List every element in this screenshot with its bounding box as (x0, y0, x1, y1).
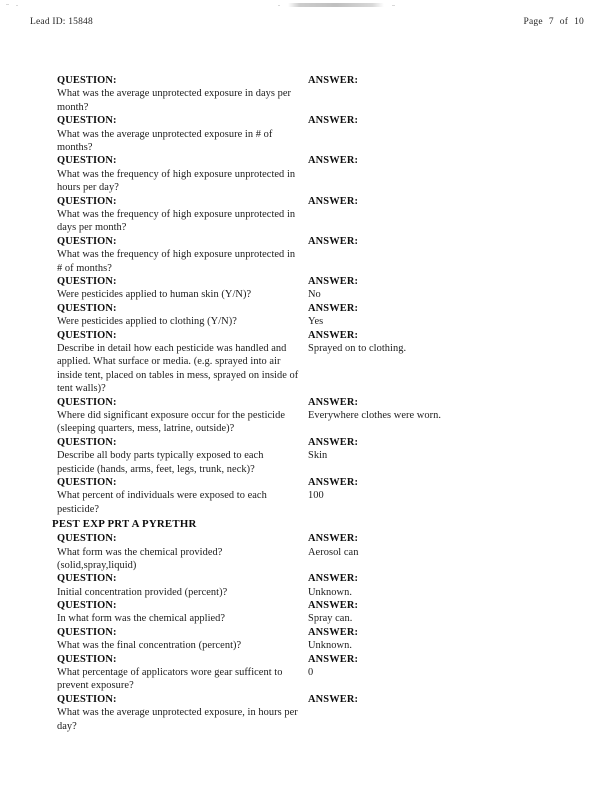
page-number-current: 7 (548, 17, 554, 27)
answer-label: ANSWER: (308, 626, 359, 638)
question-cell (57, 329, 300, 396)
question-label: QUESTION: (57, 275, 117, 287)
answer-text: Everywhere clothes were worn. (308, 409, 442, 421)
answer-text: Unknown. (308, 640, 352, 652)
answer-label: ANSWER: (308, 533, 359, 545)
answer-label: ANSWER: (308, 329, 359, 341)
answer-text: Sprayed on to clothing. (308, 342, 407, 354)
answer-cell (308, 653, 558, 680)
question-cell (57, 74, 300, 114)
answer-label: ANSWER: (308, 275, 359, 287)
question-label: QUESTION: (57, 75, 117, 86)
qa-row (0, 653, 612, 693)
qa-row (0, 114, 612, 154)
answer-text: Yes (308, 316, 324, 328)
qa-section (0, 516, 612, 733)
answer-text: 0 (308, 667, 314, 679)
answer-label: ANSWER: (308, 75, 359, 86)
question-cell (57, 114, 300, 154)
question-text: Describe all body parts typically exposed to each pesticide (hands, arms, feet, legs, trunk, neck)? (57, 450, 264, 475)
question-text: Were pesticides applied to clothing (Y/N)? (57, 316, 237, 328)
question-text: What was the frequency of high exposure unprotected in # of months? (57, 249, 296, 274)
question-text: What percentage of applicators wore gear sufficent to prevent exposure? (57, 667, 283, 692)
question-label: QUESTION: (57, 396, 117, 408)
question-label: QUESTION: (57, 653, 117, 665)
question-text: What was the frequency of high exposure unprotected in hours per day? (57, 168, 296, 194)
question-label: QUESTION: (57, 235, 117, 247)
page-running-head (0, 17, 612, 31)
answer-cell (308, 302, 558, 329)
question-label: QUESTION: (57, 329, 117, 341)
answer-label: ANSWER: (308, 653, 359, 665)
question-text: Where did significant exposure occur for the pesticide (sleeping quarters, mess, latrine, outside)? (57, 409, 286, 435)
answer-label: ANSWER: (308, 600, 359, 612)
scan-speck (392, 5, 395, 6)
answer-label: ANSWER: (308, 195, 359, 207)
scan-artifact-bar (288, 3, 384, 7)
answer-cell (308, 599, 558, 626)
answer-cell (308, 396, 558, 423)
qa-row (0, 396, 612, 436)
answer-cell (308, 572, 558, 599)
question-cell (57, 476, 300, 516)
lead-id-value: 15848 (68, 17, 93, 27)
question-text: What was the average unprotected exposure, in hours per day? (57, 707, 298, 732)
question-label: QUESTION: (57, 436, 117, 448)
question-text: In what form was the chemical applied? (57, 613, 226, 625)
answer-label: ANSWER: (308, 396, 359, 408)
answer-text: Spray can. (308, 613, 353, 625)
answer-cell (308, 275, 558, 302)
answer-label: ANSWER: (308, 235, 359, 247)
qa-row (0, 195, 612, 235)
question-label: QUESTION: (57, 115, 117, 127)
scan-speck (278, 5, 280, 6)
question-cell (57, 275, 300, 302)
page-number-word: Page (523, 17, 543, 27)
section-heading: PEST EXP PRT A PYRETHR (52, 518, 197, 531)
answer-cell (308, 693, 558, 706)
answer-text: Skin (308, 450, 328, 462)
answer-cell (308, 329, 558, 356)
page-number (524, 17, 584, 27)
question-label: QUESTION: (57, 195, 117, 207)
question-cell (57, 599, 300, 626)
question-label: QUESTION: (57, 600, 117, 612)
answer-label: ANSWER: (308, 573, 359, 585)
question-text: What was the average unprotected exposure in # of months? (57, 128, 273, 153)
qa-document-body (0, 74, 612, 733)
answer-text: 100 (308, 490, 324, 502)
qa-row (0, 74, 612, 114)
qa-row (0, 275, 612, 302)
answer-label: ANSWER: (308, 115, 359, 127)
question-text: Initial concentration provided (percent)? (57, 586, 228, 598)
question-cell (57, 436, 300, 476)
question-cell (57, 626, 300, 653)
question-cell (57, 572, 300, 599)
page-number-of: of (559, 17, 569, 27)
qa-row (0, 436, 612, 476)
answer-cell (308, 436, 558, 463)
answer-text: No (308, 289, 321, 301)
question-text: Were pesticides applied to human skin (Y/N)? (57, 289, 252, 301)
answer-label: ANSWER: (308, 693, 359, 705)
question-cell (57, 693, 300, 733)
question-label: QUESTION: (57, 693, 117, 705)
qa-row (0, 329, 612, 396)
qa-row (0, 532, 612, 572)
question-text: What was the frequency of high exposure unprotected in days per month? (57, 208, 296, 234)
scan-speck (6, 4, 9, 5)
question-cell (57, 154, 300, 194)
question-label: QUESTION: (57, 476, 117, 488)
answer-cell (308, 114, 558, 127)
qa-row (0, 235, 612, 275)
qa-row (0, 476, 612, 516)
question-label: QUESTION: (57, 533, 117, 545)
answer-label: ANSWER: (308, 302, 359, 314)
answer-label: ANSWER: (308, 155, 359, 167)
answer-cell (308, 154, 558, 167)
qa-row (0, 626, 612, 653)
answer-cell (308, 235, 558, 248)
qa-row (0, 572, 612, 599)
question-cell (57, 532, 300, 572)
answer-cell (308, 195, 558, 208)
qa-row (0, 154, 612, 194)
question-label: QUESTION: (57, 155, 117, 167)
qa-row (0, 599, 612, 626)
answer-cell (308, 476, 558, 503)
qa-section (0, 74, 612, 516)
question-cell (57, 302, 300, 329)
answer-label: ANSWER: (308, 476, 359, 488)
page-number-total: 10 (574, 17, 584, 27)
scan-speck (16, 5, 18, 6)
answer-cell (308, 626, 558, 653)
question-label: QUESTION: (57, 626, 117, 638)
answer-cell (308, 74, 558, 87)
qa-row (0, 302, 612, 329)
answer-label: ANSWER: (308, 436, 359, 448)
lead-id-label: Lead ID: (30, 17, 66, 27)
question-text: What percent of individuals were exposed to each pesticide? (57, 490, 267, 515)
question-label: QUESTION: (57, 302, 117, 314)
lead-id (30, 17, 93, 27)
question-text: What form was the chemical provided?(solid,spray,liquid) (57, 546, 223, 571)
question-text: Describe in detail how each pesticide was handled and applied. What surface or media. (e.g. sprayed into air inside tent, placed on tables in mess, sprayed on inside of tent walls)? (57, 342, 299, 395)
question-cell (57, 195, 300, 235)
question-label: QUESTION: (57, 573, 117, 585)
question-cell (57, 396, 300, 436)
question-text: What was the final concentration (percent)? (57, 640, 242, 652)
qa-row (0, 693, 612, 733)
question-cell (57, 235, 300, 275)
answer-text: Unknown. (308, 586, 352, 598)
question-cell (57, 653, 300, 693)
answer-cell (308, 532, 558, 559)
answer-text: Aerosol can (308, 546, 359, 558)
question-text: What was the average unprotected exposure in days per month? (57, 88, 292, 113)
